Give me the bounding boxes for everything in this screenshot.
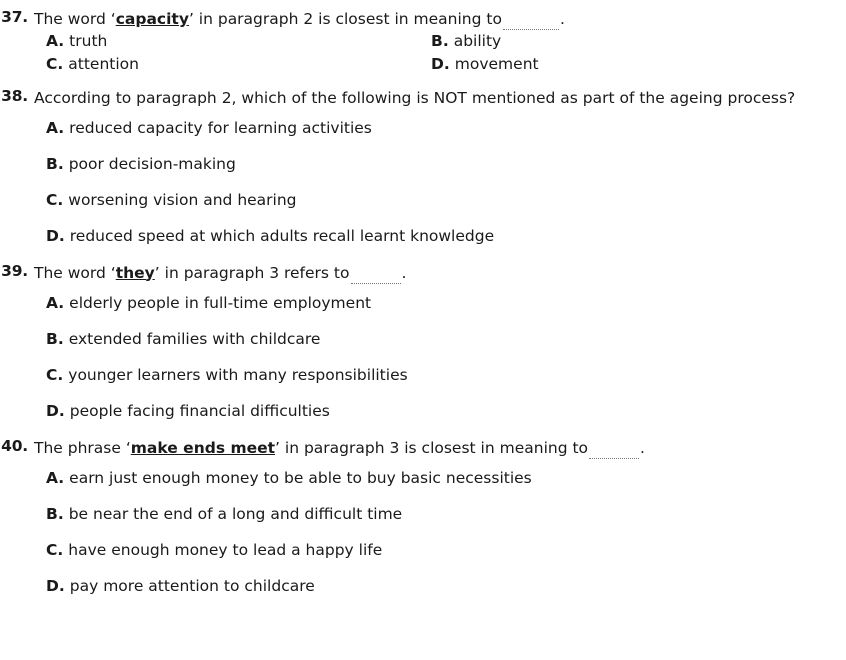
question-39-option-b-letter: B. bbox=[46, 329, 64, 348]
question-38-option-d[interactable] bbox=[0, 225, 846, 248]
question-37 bbox=[0, 0, 846, 30]
question-40-option-d-text: pay more attention to childcare bbox=[69, 577, 315, 596]
question-39-option-c-letter: C. bbox=[46, 366, 64, 384]
question-38-option-b[interactable] bbox=[0, 153, 846, 176]
question-40-option-a-text: earn just enough money to be able to buy basic necessities bbox=[69, 468, 532, 487]
question-38-options bbox=[0, 117, 846, 249]
question-38-option-c[interactable] bbox=[0, 189, 846, 212]
question-39-stem-end: . bbox=[401, 263, 407, 282]
question-39-stem-before: The word ‘ bbox=[34, 263, 116, 282]
answer-blank bbox=[589, 447, 639, 459]
question-37-option-d-letter: D. bbox=[431, 55, 450, 74]
question-37-option-c[interactable] bbox=[0, 53, 423, 76]
question-39-option-d-text: people facing financial difficulties bbox=[69, 402, 330, 421]
question-37-option-a[interactable] bbox=[0, 30, 423, 53]
question-38-option-b-text: poor decision-making bbox=[68, 154, 236, 173]
question-40-number: 40. bbox=[1, 436, 28, 455]
question-40-option-c-letter: C. bbox=[46, 541, 64, 559]
question-39-option-a[interactable] bbox=[0, 292, 846, 315]
question-37-option-d[interactable] bbox=[423, 53, 846, 76]
question-39-option-d-letter: D. bbox=[46, 402, 65, 421]
question-39-options bbox=[0, 292, 846, 424]
question-40-stem-end: . bbox=[640, 438, 645, 457]
answer-blank bbox=[351, 272, 401, 284]
question-40-option-c-text: have enough money to lead a happy life bbox=[68, 541, 383, 559]
question-37-option-d-text: movement bbox=[454, 55, 539, 74]
question-38-stem: According to paragraph 2, which of the following is NOT mentioned as part of the ageing process? bbox=[34, 88, 796, 107]
question-40-option-b[interactable] bbox=[0, 503, 846, 526]
question-39-stem bbox=[34, 262, 846, 284]
question-37-number: 37. bbox=[1, 8, 28, 26]
question-39-option-a-letter: A. bbox=[46, 293, 65, 312]
question-39-option-d[interactable] bbox=[0, 400, 846, 423]
question-37-option-b[interactable] bbox=[423, 30, 846, 53]
question-38-option-a[interactable] bbox=[0, 117, 846, 140]
question-40-stem-after: ’ in paragraph 3 is closest in meaning to bbox=[275, 438, 589, 457]
question-40-option-d-letter: D. bbox=[46, 577, 65, 596]
answer-blank bbox=[503, 18, 559, 30]
question-39-stem-after: ’ in paragraph 3 refers to bbox=[154, 263, 350, 282]
question-39-option-a-text: elderly people in full-time employment bbox=[69, 293, 372, 312]
question-38-option-d-letter: D. bbox=[46, 227, 65, 246]
question-37-option-c-text: attention bbox=[68, 55, 139, 74]
question-39-option-b[interactable] bbox=[0, 328, 846, 351]
question-39-option-b-text: extended families with childcare bbox=[68, 329, 321, 348]
question-38-option-b-letter: B. bbox=[46, 154, 64, 173]
question-37-option-a-text: truth bbox=[69, 32, 108, 50]
question-38-option-c-letter: C. bbox=[46, 191, 64, 209]
question-38-option-d-text: reduced speed at which adults recall learnt knowledge bbox=[69, 227, 495, 246]
question-37-keyword: capacity bbox=[115, 10, 189, 28]
question-40-option-b-letter: B. bbox=[46, 504, 64, 523]
question-37-stem-end: . bbox=[559, 10, 565, 28]
question-40-stem bbox=[34, 437, 846, 459]
question-37-stem-before: The word ‘ bbox=[34, 10, 116, 28]
question-40-option-c[interactable] bbox=[0, 539, 846, 562]
question-39-number: 39. bbox=[1, 261, 28, 280]
question-40-options bbox=[0, 467, 846, 599]
question-39-option-c-text: younger learners with many responsibilities bbox=[68, 366, 408, 384]
question-38-option-a-letter: A. bbox=[46, 118, 65, 137]
question-40-keyword: make ends meet bbox=[130, 438, 276, 457]
question-39 bbox=[0, 262, 846, 284]
question-38 bbox=[0, 87, 846, 109]
question-37-option-c-letter: C. bbox=[46, 55, 64, 74]
question-37-option-row-1 bbox=[0, 30, 846, 53]
question-37-option-a-letter: A. bbox=[46, 32, 65, 50]
question-40-option-b-text: be near the end of a long and difficult time bbox=[68, 504, 403, 523]
question-40-stem-before: The phrase ‘ bbox=[34, 438, 131, 457]
question-40-option-a[interactable] bbox=[0, 467, 846, 490]
question-40-option-d[interactable] bbox=[0, 575, 846, 598]
question-40 bbox=[0, 437, 846, 459]
question-37-stem bbox=[34, 8, 846, 30]
question-39-option-c[interactable] bbox=[0, 364, 846, 387]
question-40-option-a-letter: A. bbox=[46, 468, 65, 487]
question-37-options bbox=[0, 30, 846, 77]
question-37-option-b-letter: B. bbox=[431, 32, 449, 50]
question-39-keyword: they bbox=[115, 263, 155, 282]
question-38-option-c-text: worsening vision and hearing bbox=[68, 191, 297, 209]
question-38-number: 38. bbox=[1, 86, 28, 105]
question-38-option-a-text: reduced capacity for learning activities bbox=[69, 118, 372, 137]
question-37-stem-after: ’ in paragraph 2 is closest in meaning to bbox=[188, 10, 502, 28]
question-37-option-b-text: ability bbox=[453, 32, 502, 50]
question-37-option-row-2 bbox=[0, 53, 846, 76]
